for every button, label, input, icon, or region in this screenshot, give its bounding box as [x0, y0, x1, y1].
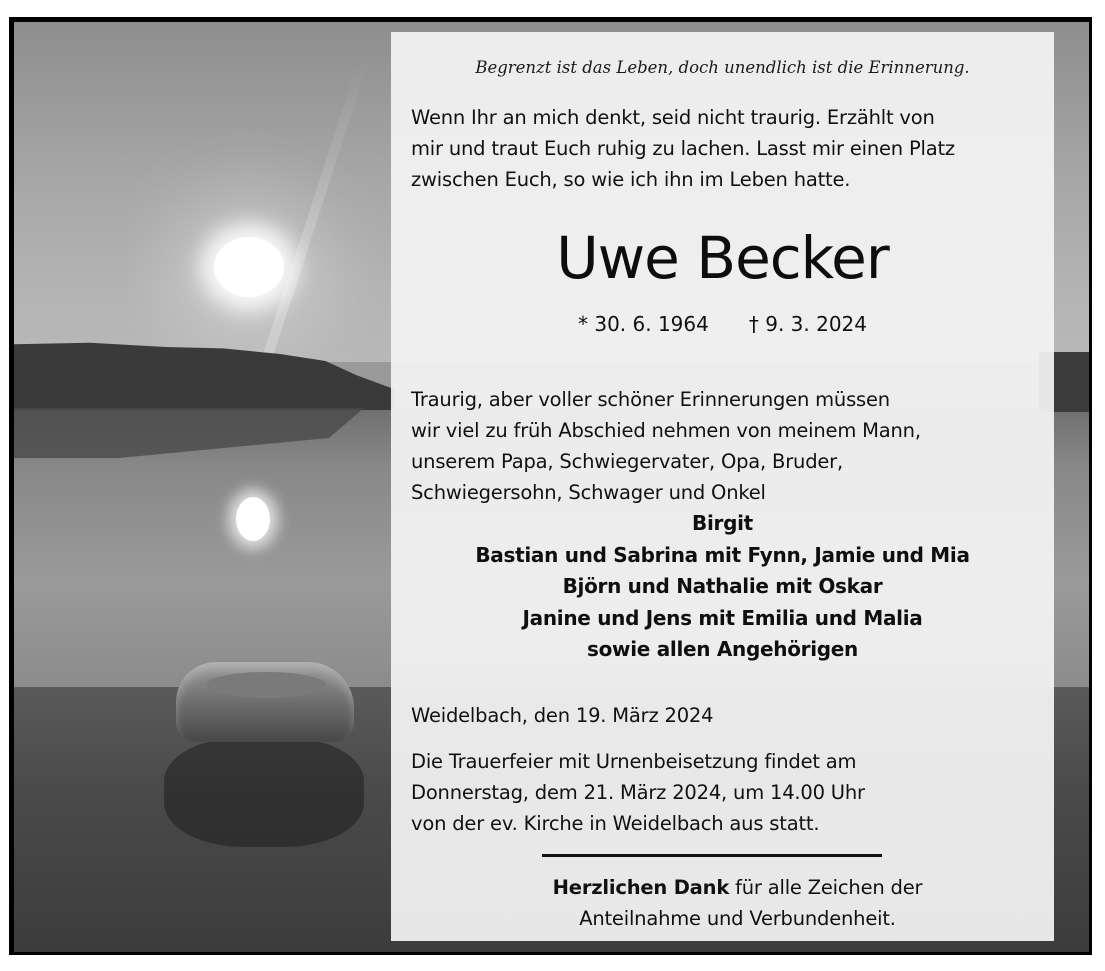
family-line: Janine und Jens mit Emilia und Malia	[522, 605, 923, 630]
poem-line: zwischen Euch, so wie ich ihn im Leben hatte.	[411, 168, 851, 191]
ceremony-info	[411, 746, 1041, 839]
thanks-line-2: Anteilnahme und Verbundenheit.	[579, 907, 896, 930]
birth-date: * 30. 6. 1964	[578, 312, 709, 336]
family-line: Björn und Nathalie mit Oskar	[562, 574, 883, 598]
ceremony-line: Donnerstag, dem 21. März 2024, um 14.00 Uhr	[411, 781, 865, 804]
thanks-line-1	[421, 872, 1054, 903]
place-date: Weidelbach, den 19. März 2024	[411, 704, 714, 727]
family-line: Bastian und Sabrina mit Fynn, Jamie und Mia	[475, 542, 970, 567]
thanks-bold: Herzlichen Dank	[552, 876, 730, 899]
poem-line: mir und traut Euch ruhig zu lachen. Lasst mir einen Platz	[411, 137, 955, 160]
ceremony-line: von der ev. Kirche in Weidelbach aus statt.	[411, 812, 820, 835]
family-list	[391, 508, 1054, 666]
thanks-text	[391, 872, 1054, 934]
divider	[542, 854, 882, 857]
boat-shadow	[164, 737, 364, 847]
motto: Begrenzt ist das Leben, doch unendlich ist die Erinnerung.	[475, 58, 970, 77]
grief-line: unserem Papa, Schwiegervater, Opa, Bruder,	[411, 450, 843, 473]
grief-line: wir viel zu früh Abschied nehmen von meinem Mann,	[411, 419, 921, 442]
grief-line: Traurig, aber voller schöner Erinnerungen müssen	[411, 388, 890, 411]
thanks-rest: für alle Zeichen der	[729, 876, 923, 899]
sun-reflection	[236, 497, 270, 541]
grief-line: Schwiegersohn, Schwager und Onkel	[411, 481, 766, 504]
obituary-panel	[391, 32, 1054, 941]
life-dates	[391, 312, 1054, 336]
family-line: Birgit	[692, 511, 753, 535]
deceased-name: Uwe Becker	[556, 224, 889, 292]
ceremony-line: Die Trauerfeier mit Urnenbeisetzung findet am	[411, 750, 857, 773]
family-line: sowie allen Angehörigen	[587, 637, 858, 661]
sun-icon	[214, 237, 284, 297]
boat-interior	[206, 672, 326, 698]
grief-text	[411, 384, 1041, 508]
poem	[411, 102, 1041, 195]
poem-line: Wenn Ihr an mich denkt, seid nicht traurig. Erzählt von	[411, 106, 935, 129]
boat-icon	[176, 662, 354, 742]
death-date: † 9. 3. 2024	[748, 312, 867, 336]
